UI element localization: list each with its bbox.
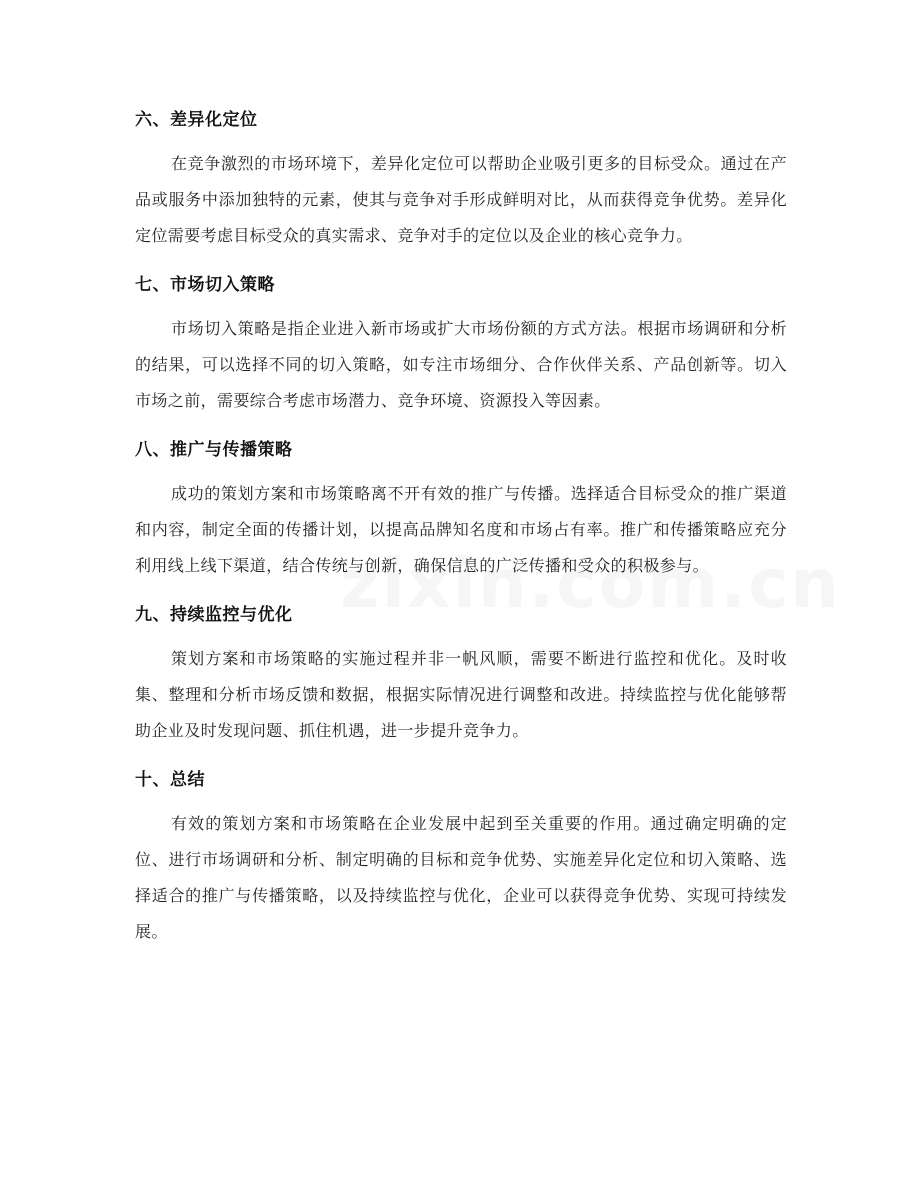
section-heading: 七、市场切入策略: [135, 275, 275, 295]
section-summary: [135, 764, 787, 950]
section-heading: 九、持续监控与优化: [135, 605, 293, 625]
section-paragraph: 市场切入策略是指企业进入新市场或扩大市场份额的方式方法。根据市场调研和分析的结果，可以选择不同的切入策略，如专注市场细分、合作伙伴关系、产品创新等。切入市场之前，需要综合考虑市场潜力、竞争环境、资源投入等因素。: [135, 319, 787, 410]
document-body: [135, 104, 787, 965]
section-monitoring-optimization: [135, 599, 787, 749]
section-heading: 十、总结: [135, 770, 205, 790]
section-heading: 八、推广与传播策略: [135, 440, 293, 460]
section-paragraph: 策划方案和市场策略的实施过程并非一帆风顺，需要不断进行监控和优化。及时收集、整理和分析市场反馈和数据，根据实际情况进行调整和改进。持续监控与优化能够帮助企业及时发现问题、抓住机遇，进一步提升竞争力。: [135, 649, 787, 740]
section-paragraph: 成功的策划方案和市场策略离不开有效的推广与传播。选择适合目标受众的推广渠道和内容，制定全面的传播计划，以提高品牌知名度和市场占有率。推广和传播策略应充分利用线上线下渠道，结合传统与创新，确保信息的广泛传播和受众的积极参与。: [135, 484, 787, 575]
section-paragraph: 有效的策划方案和市场策略在企业发展中起到至关重要的作用。通过确定明确的定位、进行市场调研和分析、制定明确的目标和竞争优势、实施差异化定位和切入策略、选择适合的推广与传播策略，以及持续监控与优化，企业可以获得竞争优势、实现可持续发展。: [135, 814, 787, 941]
section-differentiated-positioning: [135, 104, 787, 254]
section-heading: 六、差异化定位: [135, 110, 258, 130]
section-promotion-strategy: [135, 434, 787, 584]
section-market-entry-strategy: [135, 269, 787, 419]
section-paragraph: 在竞争激烈的市场环境下，差异化定位可以帮助企业吸引更多的目标受众。通过在产品或服务中添加独特的元素，使其与竞争对手形成鲜明对比，从而获得竞争优势。差异化定位需要考虑目标受众的真实需求、竞争对手的定位以及企业的核心竞争力。: [135, 154, 787, 245]
